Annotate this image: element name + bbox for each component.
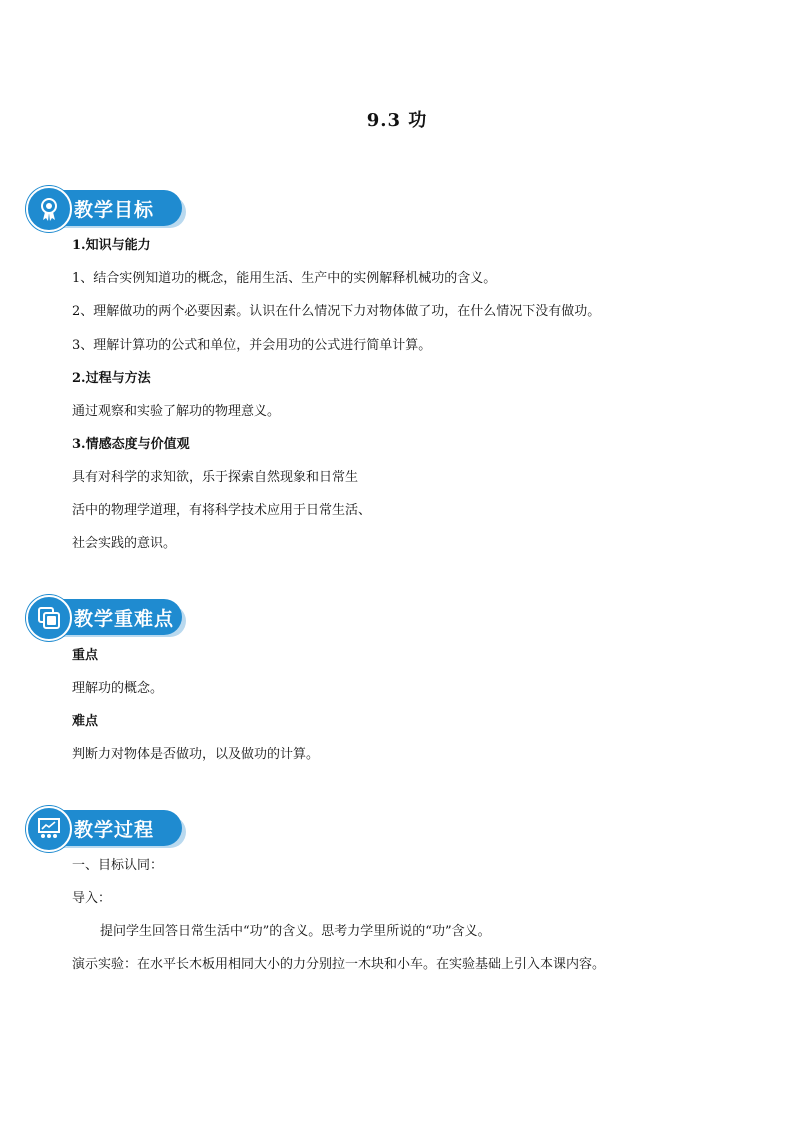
section-heading-key-points: 教学重难点: [74, 608, 175, 630]
process-text: 提问学生回答日常生活中“功”的含义。思考力学里所说的“功”含义。: [100, 924, 491, 939]
process-step-heading: 一、目标认同：: [72, 858, 164, 873]
presentation-board-icon: [26, 806, 72, 852]
section-header-key-points: [26, 595, 184, 639]
page-title: 9.3 功: [366, 110, 428, 131]
stacked-documents-icon: [26, 595, 72, 641]
section-header-objectives: [26, 186, 184, 230]
objective-item: 具有对科学的求知欲，乐于探索自然现象和日常生: [72, 470, 359, 485]
subheading-knowledge: 1.知识与能力: [72, 238, 151, 253]
difficulty-text: 判断力对物体是否做功，以及做功的计算。: [72, 747, 320, 762]
process-text: 演示实验：在水平长木板用相同大小的力分别拉一木块和小车。在实验基础上引入本课内容。: [72, 957, 606, 972]
section-heading-process: 教学过程: [74, 819, 155, 841]
objective-item: 2、理解做功的两个必要因素。认识在什么情况下力对物体做了功，在什么情况下没有做功。: [72, 304, 601, 319]
objective-item: 活中的物理学道理，有将科学技术应用于日常生活、: [72, 503, 372, 518]
subheading-difficulty: 难点: [72, 714, 99, 729]
award-ribbon-icon: [26, 186, 72, 232]
section-header-process: [26, 806, 184, 850]
objective-item: 3、理解计算功的公式和单位，并会用功的公式进行简单计算。: [72, 338, 432, 353]
key-point-text: 理解功的概念。: [72, 681, 164, 696]
objective-item: 1、结合实例知道功的概念，能用生活、生产中的实例解释机械功的含义。: [72, 271, 497, 286]
subheading-attitude: 3.情感态度与价值观: [72, 437, 190, 452]
objective-item: 社会实践的意识。: [72, 536, 177, 551]
process-intro-label: 导入：: [72, 891, 112, 906]
objective-item: 通过观察和实验了解功的物理意义。: [72, 404, 281, 419]
subheading-key-point: 重点: [72, 648, 99, 663]
subheading-process-method: 2.过程与方法: [72, 371, 151, 386]
section-heading-objectives: 教学目标: [74, 199, 155, 221]
